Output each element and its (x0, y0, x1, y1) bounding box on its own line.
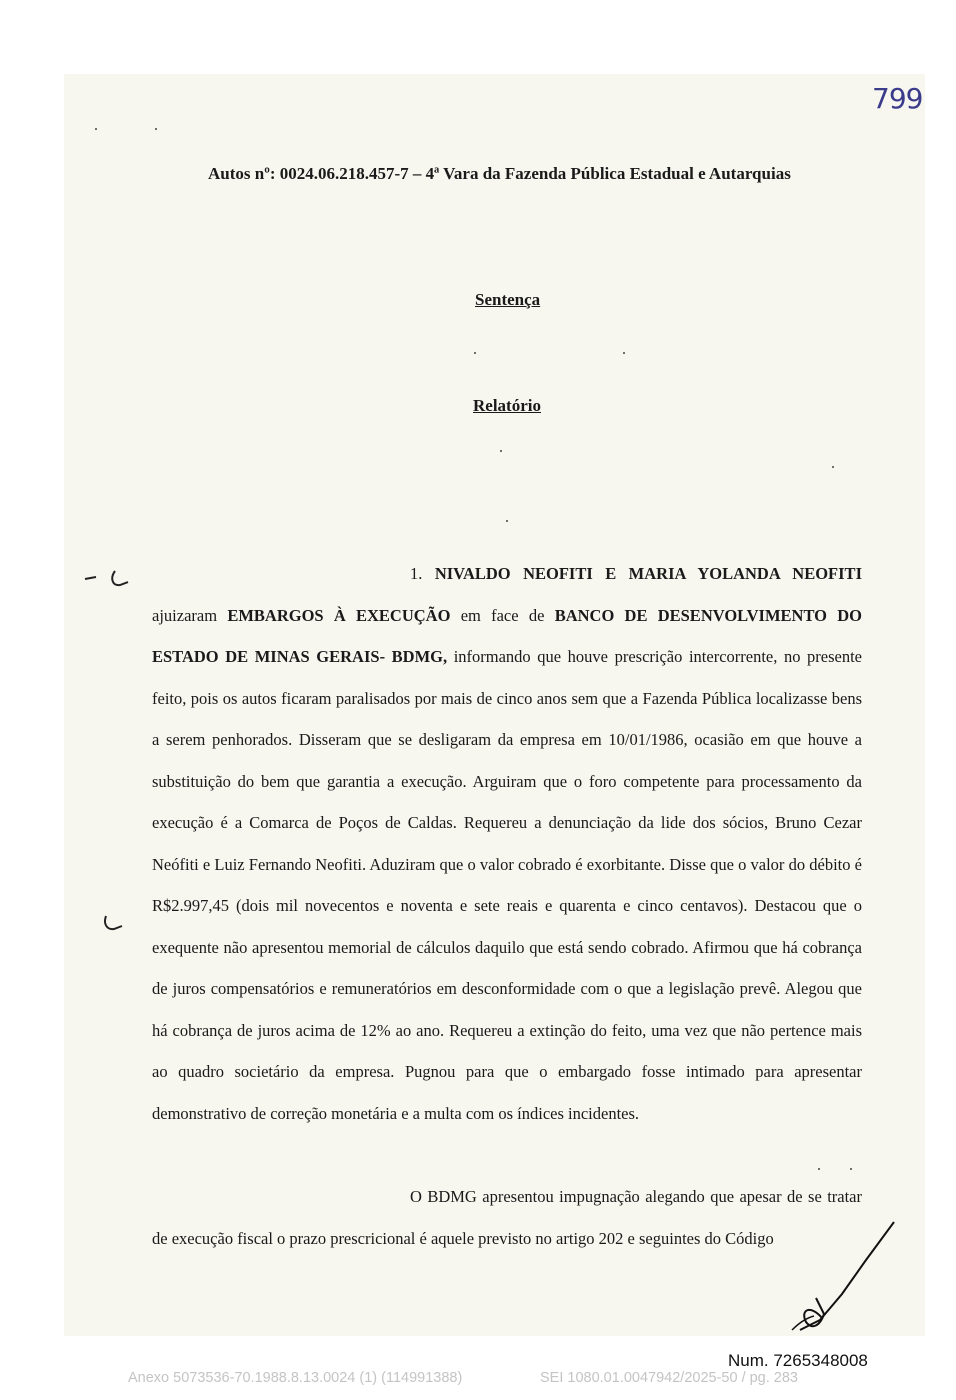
scan-speck (818, 1168, 820, 1170)
plaintiffs: NIVALDO NEOFITI E MARIA YOLANDA NEOFITI (434, 564, 862, 583)
annex-reference: Anexo 5073536-70.1988.8.13.0024 (1) (114991388) (128, 1370, 463, 1386)
scan-speck (474, 352, 476, 354)
scan-speck (506, 520, 508, 522)
scan-speck (623, 352, 625, 354)
document-number: Num. 7265348008 (728, 1351, 868, 1370)
sei-reference: SEI 1080.01.0047942/2025-50 / pg. 283 (540, 1370, 798, 1386)
margin-check-mark (82, 566, 142, 596)
handwritten-page-number: 799 (872, 82, 923, 115)
action-name: EMBARGOS À EXECUÇÃO (227, 605, 451, 625)
scan-speck (500, 450, 502, 452)
scan-speck (155, 128, 157, 130)
scan-speck (95, 128, 97, 130)
scan-speck (832, 466, 834, 468)
paragraph-number: 1. (410, 564, 423, 583)
paragraph-2 (152, 1176, 862, 1259)
section-heading: Relatório (473, 396, 541, 415)
text-em-face-de: em face de (460, 605, 545, 625)
scan-speck (850, 1168, 852, 1170)
paragraph-1-body: informando que houve prescrição intercorrente, no presente feito, pois os autos ficaram paralisados por mais de cinco anos sem que a Fazenda Pública localizasse bens a serem penhorados. Disseram que se desligaram da empresa em 10/01/1986, ocasião em que houve a substituição do bem que garantia a execução. Arguiram que o foro competente para processamento da execução é a Comarca de Poços de Caldas. Requereu a denunciação da lide dos sócios, Bruno Cezar Neófiti e Luiz Fernando Neofiti. Aduziram que o valor cobrado é exorbitante. Disse que o valor do débito é R$2.997,45 (dois mil novecentos e noventa e sete reais e quarenta e cinco centavos). Destacou que o exequente não apresentou memorial de cálculos daquilo que está sendo cobrado. Afirmou que há cobrança de juros compensatórios e remuneratórios em desconformidade com o que a legislação prevê. Alegou que há cobrança de juros acima de 12% ao ano. Requereu a extinção do feito, uma vez que não pertence mais ao quadro societário da empresa. Pugnou para que o embargado fosse intimado para apresentar demonstrativo de correção monetária e a multa com os índices incidentes. (152, 647, 862, 1123)
margin-tick-mark (100, 912, 130, 938)
paragraph-2-text: O BDMG apresentou impugnação alegando que apesar de se tratar de execução fiscal o prazo prescricional é aquele previsto no artigo 202 e seguintes do Código (152, 1187, 862, 1248)
document-title: Sentença (475, 290, 541, 309)
text-ajuizaram: ajuizaram (152, 605, 218, 625)
initials-signature (780, 1218, 900, 1338)
case-header: Autos nº: 0024.06.218.457-7 – 4ª Vara da Fazenda Pública Estadual e Autarquias (208, 164, 791, 183)
defendant-name: BANCO DE DESENVOLVIMENTO DO ESTADO DE MINAS GERAIS- BDMG, (152, 605, 863, 666)
paragraph-1 (152, 553, 862, 1134)
